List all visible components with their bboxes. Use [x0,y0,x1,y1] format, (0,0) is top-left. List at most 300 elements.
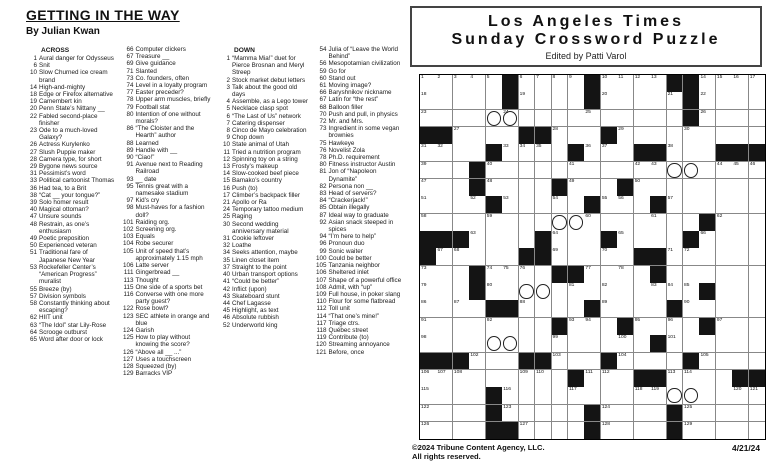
grid-cell[interactable] [650,179,666,196]
grid-cell[interactable] [502,231,518,248]
grid-cell[interactable] [634,283,650,300]
grid-cell[interactable] [699,231,715,248]
grid-cell[interactable] [617,110,633,127]
grid-cell[interactable] [749,335,765,352]
grid-cell[interactable] [535,75,551,92]
grid-cell[interactable] [683,283,699,300]
grid-cell[interactable] [749,214,765,231]
grid-cell[interactable] [486,318,502,335]
grid-cell[interactable] [519,387,535,404]
grid-cell[interactable] [486,75,502,92]
grid-cell[interactable] [420,92,436,109]
grid-cell[interactable] [436,370,452,387]
grid-cell[interactable] [699,144,715,161]
grid-cell[interactable] [420,370,436,387]
grid-cell[interactable] [749,248,765,265]
grid-cell[interactable] [486,92,502,109]
grid-cell[interactable] [716,387,732,404]
grid-cell[interactable] [535,214,551,231]
grid-cell[interactable] [486,110,502,127]
grid-cell[interactable] [732,283,748,300]
grid-cell[interactable] [568,196,584,213]
grid-cell[interactable] [617,231,633,248]
grid-cell[interactable] [552,387,568,404]
grid-cell[interactable] [601,110,617,127]
grid-cell[interactable] [617,387,633,404]
grid-cell[interactable] [502,248,518,265]
grid-cell[interactable] [436,144,452,161]
grid-cell[interactable] [584,214,600,231]
grid-cell[interactable] [584,353,600,370]
grid-cell[interactable] [749,318,765,335]
grid-cell[interactable] [568,92,584,109]
grid-cell[interactable] [420,196,436,213]
grid-cell[interactable] [683,144,699,161]
grid-cell[interactable] [584,127,600,144]
grid-cell[interactable] [568,300,584,317]
grid-cell[interactable] [699,162,715,179]
grid-cell[interactable] [749,110,765,127]
grid-cell[interactable] [535,196,551,213]
grid-cell[interactable] [683,248,699,265]
grid-cell[interactable] [436,179,452,196]
grid-cell[interactable] [650,318,666,335]
grid-cell[interactable] [486,370,502,387]
grid-cell[interactable] [420,266,436,283]
grid-cell[interactable] [749,353,765,370]
grid-cell[interactable] [617,196,633,213]
grid-cell[interactable] [502,110,518,127]
grid-cell[interactable] [502,370,518,387]
grid-cell[interactable] [699,127,715,144]
grid-cell[interactable] [436,422,452,439]
grid-cell[interactable] [749,179,765,196]
grid-cell[interactable] [650,422,666,439]
grid-cell[interactable] [420,75,436,92]
grid-cell[interactable] [601,144,617,161]
grid-cell[interactable] [453,318,469,335]
grid-cell[interactable] [535,422,551,439]
grid-cell[interactable] [667,318,683,335]
grid-cell[interactable] [634,266,650,283]
grid-cell[interactable] [519,144,535,161]
grid-cell[interactable] [716,335,732,352]
grid-cell[interactable] [732,179,748,196]
grid-cell[interactable] [667,387,683,404]
grid-cell[interactable] [650,214,666,231]
grid-cell[interactable] [568,110,584,127]
grid-cell[interactable] [683,300,699,317]
grid-cell[interactable] [716,92,732,109]
grid-cell[interactable] [420,144,436,161]
grid-cell[interactable] [634,214,650,231]
grid-cell[interactable] [519,318,535,335]
grid-cell[interactable] [667,162,683,179]
grid-cell[interactable] [634,196,650,213]
grid-cell[interactable] [716,405,732,422]
grid-cell[interactable] [469,353,485,370]
grid-cell[interactable] [502,179,518,196]
grid-cell[interactable] [436,75,452,92]
grid-cell[interactable] [568,387,584,404]
grid-cell[interactable] [469,318,485,335]
grid-cell[interactable] [552,110,568,127]
grid-cell[interactable] [732,127,748,144]
grid-cell[interactable] [683,214,699,231]
grid-cell[interactable] [584,335,600,352]
grid-cell[interactable] [749,92,765,109]
grid-cell[interactable] [420,214,436,231]
grid-cell[interactable] [749,231,765,248]
grid-cell[interactable] [552,162,568,179]
grid-cell[interactable] [601,283,617,300]
grid-cell[interactable] [552,75,568,92]
grid-cell[interactable] [519,266,535,283]
grid-cell[interactable] [667,335,683,352]
grid-cell[interactable] [519,283,535,300]
grid-cell[interactable] [601,179,617,196]
grid-cell[interactable] [453,387,469,404]
grid-cell[interactable] [436,300,452,317]
grid-cell[interactable] [535,179,551,196]
grid-cell[interactable] [601,214,617,231]
grid-cell[interactable] [584,179,600,196]
grid-cell[interactable] [617,405,633,422]
grid-cell[interactable] [568,422,584,439]
grid-cell[interactable] [699,75,715,92]
grid-cell[interactable] [601,248,617,265]
grid-cell[interactable] [436,318,452,335]
grid-cell[interactable] [601,300,617,317]
grid-cell[interactable] [453,422,469,439]
grid-cell[interactable] [667,283,683,300]
grid-cell[interactable] [601,92,617,109]
grid-cell[interactable] [453,370,469,387]
grid-cell[interactable] [584,318,600,335]
grid-cell[interactable] [453,127,469,144]
grid-cell[interactable] [453,179,469,196]
grid-cell[interactable] [552,92,568,109]
grid-cell[interactable] [552,144,568,161]
grid-cell[interactable] [749,266,765,283]
grid-cell[interactable] [732,231,748,248]
grid-cell[interactable] [732,162,748,179]
grid-cell[interactable] [749,127,765,144]
grid-cell[interactable] [535,405,551,422]
grid-cell[interactable] [650,75,666,92]
grid-cell[interactable] [601,370,617,387]
grid-cell[interactable] [716,196,732,213]
grid-cell[interactable] [502,283,518,300]
grid-cell[interactable] [667,144,683,161]
grid-cell[interactable] [617,162,633,179]
grid-cell[interactable] [650,92,666,109]
grid-cell[interactable] [667,179,683,196]
grid-cell[interactable] [683,387,699,404]
grid-cell[interactable] [650,300,666,317]
grid-cell[interactable] [584,266,600,283]
grid-cell[interactable] [683,405,699,422]
grid-cell[interactable] [486,353,502,370]
grid-cell[interactable] [469,75,485,92]
grid-cell[interactable] [436,283,452,300]
grid-cell[interactable] [634,92,650,109]
grid-cell[interactable] [683,266,699,283]
grid-cell[interactable] [436,92,452,109]
grid-cell[interactable] [436,214,452,231]
grid-cell[interactable] [486,162,502,179]
grid-cell[interactable] [519,422,535,439]
grid-cell[interactable] [732,92,748,109]
crossword-grid[interactable] [420,75,765,439]
grid-cell[interactable] [617,335,633,352]
grid-cell[interactable] [732,196,748,213]
grid-cell[interactable] [732,353,748,370]
grid-cell[interactable] [552,196,568,213]
grid-cell[interactable] [634,353,650,370]
grid-cell[interactable] [535,370,551,387]
grid-cell[interactable] [502,196,518,213]
grid-cell[interactable] [617,144,633,161]
grid-cell[interactable] [634,422,650,439]
grid-cell[interactable] [634,162,650,179]
grid-cell[interactable] [634,127,650,144]
grid-cell[interactable] [535,110,551,127]
grid-cell[interactable] [469,92,485,109]
grid-cell[interactable] [667,196,683,213]
grid-cell[interactable] [732,110,748,127]
grid-cell[interactable] [716,248,732,265]
grid-cell[interactable] [519,110,535,127]
grid-cell[interactable] [683,422,699,439]
grid-cell[interactable] [519,335,535,352]
grid-cell[interactable] [535,283,551,300]
grid-cell[interactable] [716,110,732,127]
grid-cell[interactable] [716,231,732,248]
grid-cell[interactable] [617,283,633,300]
grid-cell[interactable] [568,405,584,422]
grid-cell[interactable] [699,405,715,422]
grid-cell[interactable] [420,422,436,439]
grid-cell[interactable] [552,248,568,265]
grid-cell[interactable] [667,266,683,283]
grid-cell[interactable] [453,162,469,179]
grid-cell[interactable] [601,266,617,283]
grid-cell[interactable] [535,318,551,335]
grid-cell[interactable] [650,353,666,370]
grid-cell[interactable] [453,300,469,317]
grid-cell[interactable] [601,387,617,404]
grid-cell[interactable] [469,300,485,317]
grid-cell[interactable] [469,127,485,144]
grid-cell[interactable] [584,283,600,300]
grid-cell[interactable] [535,266,551,283]
grid-cell[interactable] [535,92,551,109]
grid-cell[interactable] [552,335,568,352]
grid-cell[interactable] [420,283,436,300]
grid-cell[interactable] [568,231,584,248]
grid-cell[interactable] [420,335,436,352]
grid-cell[interactable] [436,162,452,179]
grid-cell[interactable] [552,214,568,231]
grid-cell[interactable] [634,300,650,317]
grid-cell[interactable] [732,214,748,231]
grid-cell[interactable] [699,92,715,109]
grid-cell[interactable] [667,92,683,109]
grid-cell[interactable] [667,370,683,387]
grid-cell[interactable] [486,179,502,196]
grid-cell[interactable] [634,110,650,127]
grid-cell[interactable] [568,318,584,335]
grid-cell[interactable] [420,387,436,404]
grid-cell[interactable] [584,144,600,161]
grid-cell[interactable] [749,422,765,439]
grid-cell[interactable] [502,318,518,335]
grid-cell[interactable] [716,318,732,335]
grid-cell[interactable] [469,196,485,213]
grid-cell[interactable] [568,162,584,179]
grid-cell[interactable] [519,75,535,92]
grid-cell[interactable] [420,318,436,335]
grid-cell[interactable] [502,214,518,231]
grid-cell[interactable] [601,335,617,352]
grid-cell[interactable] [552,405,568,422]
grid-cell[interactable] [502,144,518,161]
grid-cell[interactable] [683,127,699,144]
grid-cell[interactable] [552,422,568,439]
grid-cell[interactable] [683,196,699,213]
grid-cell[interactable] [749,162,765,179]
grid-cell[interactable] [732,387,748,404]
grid-cell[interactable] [453,196,469,213]
grid-cell[interactable] [683,335,699,352]
grid-cell[interactable] [453,283,469,300]
grid-cell[interactable] [469,144,485,161]
grid-cell[interactable] [699,335,715,352]
grid-cell[interactable] [584,231,600,248]
grid-cell[interactable] [502,405,518,422]
grid-cell[interactable] [749,196,765,213]
grid-cell[interactable] [716,75,732,92]
grid-cell[interactable] [716,283,732,300]
grid-cell[interactable] [584,110,600,127]
grid-cell[interactable] [634,405,650,422]
grid-cell[interactable] [650,283,666,300]
grid-cell[interactable] [667,214,683,231]
grid-cell[interactable] [716,353,732,370]
grid-cell[interactable] [535,335,551,352]
grid-cell[interactable] [617,127,633,144]
grid-cell[interactable] [650,162,666,179]
grid-cell[interactable] [453,144,469,161]
grid-cell[interactable] [584,387,600,404]
grid-cell[interactable] [716,127,732,144]
grid-cell[interactable] [469,387,485,404]
grid-cell[interactable] [519,214,535,231]
grid-cell[interactable] [683,370,699,387]
grid-cell[interactable] [732,335,748,352]
grid-cell[interactable] [502,162,518,179]
grid-cell[interactable] [436,387,452,404]
grid-cell[interactable] [601,318,617,335]
grid-cell[interactable] [552,231,568,248]
grid-cell[interactable] [749,387,765,404]
grid-cell[interactable] [634,318,650,335]
grid-cell[interactable] [699,387,715,404]
grid-cell[interactable] [453,405,469,422]
grid-cell[interactable] [502,387,518,404]
grid-cell[interactable] [749,283,765,300]
grid-cell[interactable] [568,283,584,300]
grid-cell[interactable] [683,162,699,179]
grid-cell[interactable] [699,110,715,127]
grid-cell[interactable] [716,422,732,439]
grid-cell[interactable] [453,248,469,265]
grid-cell[interactable] [683,318,699,335]
grid-cell[interactable] [617,370,633,387]
grid-cell[interactable] [617,422,633,439]
grid-cell[interactable] [617,266,633,283]
grid-cell[interactable] [502,353,518,370]
grid-cell[interactable] [601,75,617,92]
grid-cell[interactable] [469,422,485,439]
grid-cell[interactable] [453,335,469,352]
grid-cell[interactable] [486,266,502,283]
grid-cell[interactable] [486,214,502,231]
grid-cell[interactable] [732,300,748,317]
grid-cell[interactable] [732,422,748,439]
grid-cell[interactable] [436,196,452,213]
grid-cell[interactable] [732,405,748,422]
grid-cell[interactable] [453,214,469,231]
grid-cell[interactable] [453,92,469,109]
grid-cell[interactable] [716,214,732,231]
grid-cell[interactable] [436,110,452,127]
grid-cell[interactable] [568,179,584,196]
grid-cell[interactable] [469,214,485,231]
grid-cell[interactable] [519,196,535,213]
grid-cell[interactable] [436,248,452,265]
grid-cell[interactable] [749,405,765,422]
grid-cell[interactable] [469,370,485,387]
grid-cell[interactable] [535,162,551,179]
grid-cell[interactable] [716,266,732,283]
grid-cell[interactable] [617,214,633,231]
grid-cell[interactable] [667,248,683,265]
grid-cell[interactable] [667,110,683,127]
grid-cell[interactable] [420,110,436,127]
grid-cell[interactable] [486,283,502,300]
grid-cell[interactable] [568,248,584,265]
grid-cell[interactable] [519,370,535,387]
grid-cell[interactable] [453,266,469,283]
grid-cell[interactable] [469,231,485,248]
grid-cell[interactable] [552,127,568,144]
grid-cell[interactable] [699,300,715,317]
grid-cell[interactable] [420,405,436,422]
grid-cell[interactable] [617,75,633,92]
grid-cell[interactable] [584,162,600,179]
grid-cell[interactable] [634,75,650,92]
grid-cell[interactable] [502,335,518,352]
grid-cell[interactable] [486,127,502,144]
grid-cell[interactable] [535,300,551,317]
grid-cell[interactable] [601,162,617,179]
grid-cell[interactable] [453,110,469,127]
grid-cell[interactable] [617,248,633,265]
grid-cell[interactable] [519,162,535,179]
grid-cell[interactable] [634,335,650,352]
